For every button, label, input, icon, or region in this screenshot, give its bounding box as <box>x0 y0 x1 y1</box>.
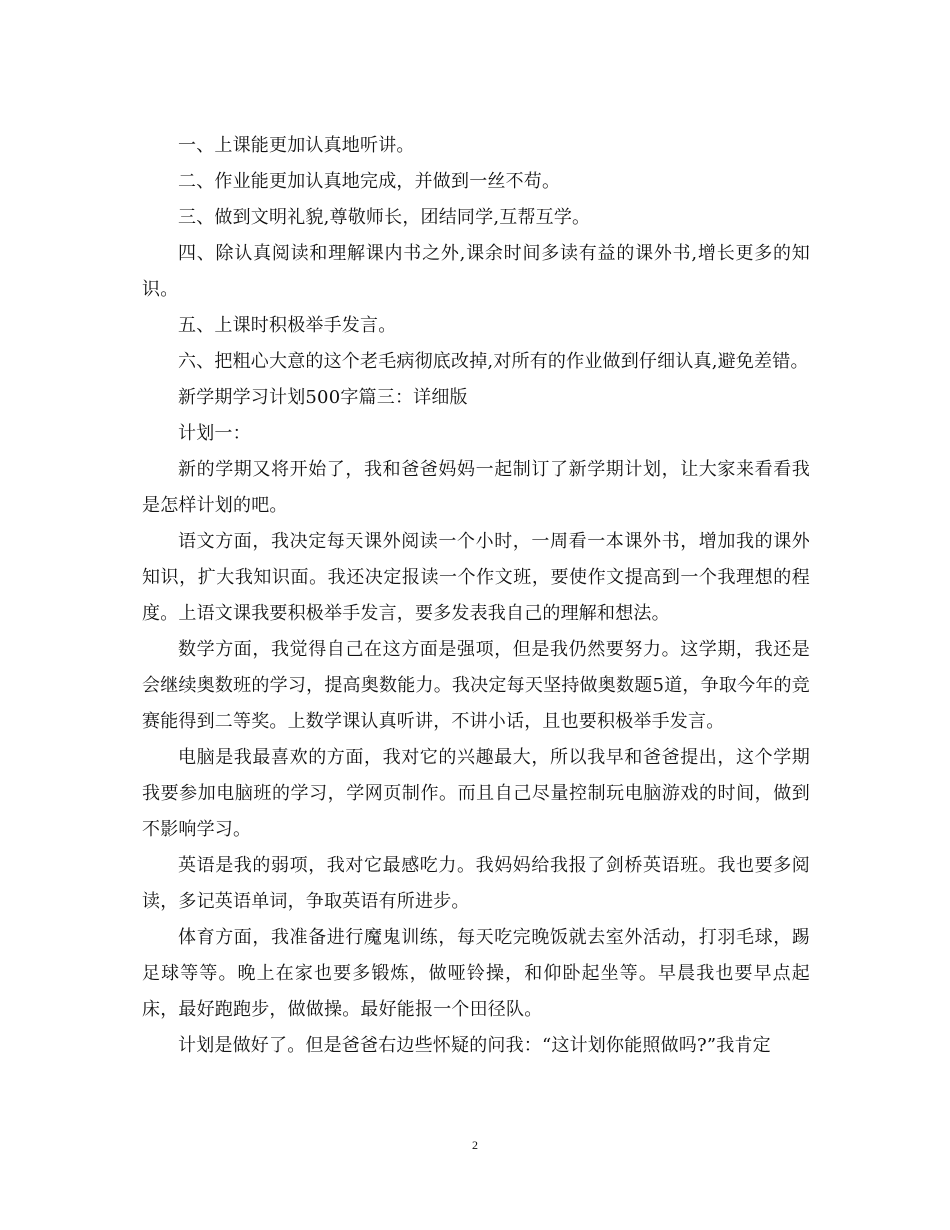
paragraph-english: 英语是我的弱项，我对它最感吃力。我妈妈给我报了剑桥英语班。我也要多阅读，多记英语单词，争取英语有所进步。 <box>142 855 810 912</box>
plan-label: 计划一： <box>178 423 251 444</box>
paragraph-2: 二、作业能更加认真地完成，并做到一丝不苟。 <box>178 171 561 192</box>
document-body <box>142 128 810 1064</box>
paragraph-chinese: 语文方面，我决定每天课外阅读一个小时，一周看一本课外书，增加我的课外知识，扩大我知识面。我还决定报读一个作文班，要使作文提高到一个我理想的程度。上语文课我要积极举手发言，要多发表我自己的理解和想法。 <box>142 531 810 624</box>
paragraph-closing: 计划是做好了。但是爸爸右边些怀疑的问我：“这计划你能照做吗?”我肯定 <box>178 1035 771 1056</box>
paragraph-6: 六、把粗心大意的这个老毛病彻底改掉,对所有的作业做到仔细认真,避免差错。 <box>178 351 809 372</box>
page-number: 2 <box>472 1138 478 1152</box>
paragraph-intro: 新的学期又将开始了，我和爸爸妈妈一起制订了新学期计划，让大家来看看我是怎样计划的吧。 <box>142 459 810 516</box>
paragraph-3: 三、做到文明礼貌,尊敬师长，团结同学,互帮互学。 <box>178 207 591 228</box>
paragraph-math: 数学方面，我觉得自己在这方面是强项，但是我仍然要努力。这学期，我还是会继续奥数班的学习，提高奥数能力。我决定每天坚持做奥数题5道，争取今年的竞赛能得到二等奖。上数学课认真听讲，不讲小话，且也要积极举手发言。 <box>142 639 810 732</box>
paragraph-5: 五、上课时积极举手发言。 <box>178 315 397 336</box>
paragraph-4: 四、除认真阅读和理解课内书之外,课余时间多读有益的课外书,增长更多的知识。 <box>142 243 810 300</box>
paragraph-sports: 体育方面，我准备进行魔鬼训练，每天吃完晚饭就去室外活动，打羽毛球，踢足球等等。晚上在家也要多锻炼，做哑铃操，和仰卧起坐等。早晨我也要早点起床，最好跑跑步，做做操。最好能报一个田径队。 <box>142 927 810 1020</box>
paragraph-1: 一、上课能更加认真地听讲。 <box>178 135 415 156</box>
paragraph-computer: 电脑是我最喜欢的方面，我对它的兴趣最大，所以我早和爸爸提出，这个学期我要参加电脑班的学习，学网页制作。而且自己尽量控制玩电脑游戏的时间，做到不影响学习。 <box>142 747 810 840</box>
section-heading: 新学期学习计划500字篇三：详细版 <box>178 387 468 408</box>
